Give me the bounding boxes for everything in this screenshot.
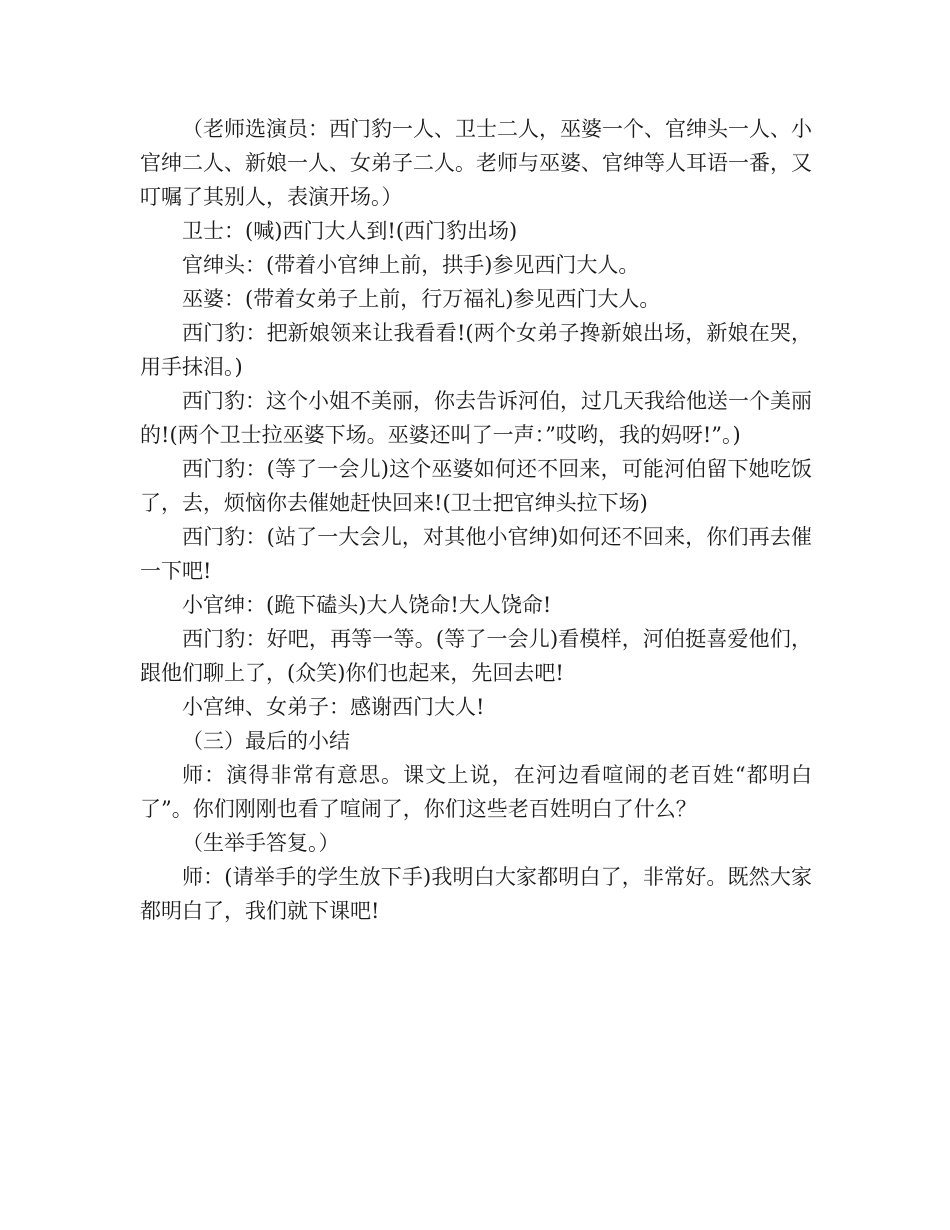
dialogue-line: 巫婆：(带着女弟子上前，行万福礼)参见西门大人。 (182, 287, 661, 311)
dialogue-line: 西门豹：这个小姐不美丽，你去告诉河伯，过几天我给他送一个美丽的!(两个卫士拉巫婆下场。巫婆还叫了一声：”哎哟，我的妈呀!”。) (140, 389, 812, 447)
dialogue-line: 小官绅：(跪下磕头)大人饶命!大人饶命! (182, 593, 552, 617)
dialogue-line: 西门豹：(站了一大会儿，对其他小官绅)如何还不回来，你们再去催一下吧! (140, 525, 812, 583)
document-page (140, 112, 812, 928)
stage-direction-cast: （老师选演员：西门豹一人、卫士二人，巫婆一个、官绅头一人、小官绅二人、新娘一人、女弟子二人。老师与巫婆、官绅等人耳语一番，又叮嘱了其别人，表演开场。） (140, 117, 812, 209)
section-heading: （三）最后的小结 (182, 729, 350, 753)
dialogue-line: 西门豹：把新娘领来让我看看!(两个女弟子搀新娘出场，新娘在哭，用手抹泪。) (140, 321, 812, 379)
dialogue-line: 官绅头：(带着小官绅上前，拱手)参见西门大人。 (182, 253, 640, 277)
dialogue-line: 西门豹：好吧，再等一等。(等了一会儿)看模样，河伯挺喜爱他们，跟他们聊上了，(众笑)你们也起来，先回去吧! (140, 627, 812, 685)
dialogue-line: 小宫绅、女弟子：感谢西门大人! (182, 695, 485, 719)
stage-direction: （生举手答复。） (182, 831, 340, 855)
dialogue-line: 师：演得非常有意思。课文上说，在河边看喧闹的老百姓“都明白了”。你们刚刚也看了喧闹了，你们这些老百姓明白了什么？ (140, 763, 812, 821)
dialogue-line: 西门豹：(等了一会儿)这个巫婆如何还不回来，可能河伯留下她吃饭了，去，烦恼你去催她赶快回来!(卫士把官绅头拉下场) (140, 457, 812, 515)
dialogue-line: 师：(请举手的学生放下手)我明白大家都明白了，非常好。既然大家都明白了，我们就下课吧! (140, 865, 812, 923)
dialogue-line: 卫士：(喊)西门大人到!(西门豹出场) (182, 219, 518, 243)
